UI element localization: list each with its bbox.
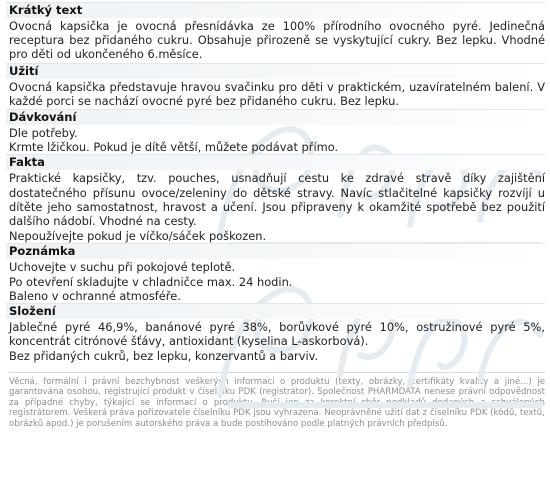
section-line: Nepoužívejte pokud je víčko/sáček poškozen. (9, 229, 267, 244)
section-line: Po otevření skladujte v chladničce max. 24 hodin. (9, 274, 293, 289)
section-line: Dle potřeby. (9, 126, 78, 141)
section-line: Bez přidaných cukrů, bez lepku, konzervantů a barviv. (9, 349, 319, 364)
section-line: Baleno v ochranné atmosféře. (9, 288, 181, 303)
section-heading: Dávkování (6, 109, 545, 125)
section-text: Jablečné pyré 46,9%, banánové pyré 38%, borůvkové pyré 10%, ostružinové pyré 5%, koncentrát citrónové šťávy, antioxidant (kyselina L-askorbová). (9, 320, 545, 349)
section-usage (9, 63, 545, 108)
section-heading: Užití (6, 63, 545, 79)
disclaimer-footer: Věcná, formální i právní bezchybnost veškerých informací o produktu (texty, obrázky, certifikáty kvality a jiné...) je garantována osobou, registrující produkt v číselníku PDK (registrátor). Společnost PHARMDATA nenese právní odpovědnost za případné chyby, týkající se informací o produktu. Ručí jen za korektní sběr podkladů dodaných a schválených registrátorem. Veškerá práva pořizovatele číselníku PDK jsou vyhrazena. Neoprávněné užití dat z číselníku PDK (kódů, textů, obrázků apod.) je porušením autorského práva a bude postihováno podle platných právních předpisů. (9, 372, 545, 430)
section-line: Uchovejte v suchu při pokojové teplotě. (9, 260, 236, 275)
section-line: Krmte lžičkou. Pokud je dítě větší, můžete podávat přímo. (9, 140, 339, 155)
section-note (9, 243, 545, 303)
section-ingredients (9, 303, 545, 364)
section-facts (9, 154, 545, 243)
section-short-text (9, 2, 545, 62)
section-heading: Fakta (6, 154, 545, 170)
section-heading: Poznámka (6, 243, 545, 259)
section-heading: Složení (6, 303, 545, 319)
section-dosage (9, 109, 545, 154)
section-heading: Krátký text (6, 2, 545, 18)
section-text: Praktické kapsičky, tzv. pouches, usnadňují cestu ke zdravé stravě díky zajištění dostatečného přísunu ovoce/zeleniny do dětské stravy. Navíc stlačitelné kapsičky rozvíjí u dítěte jeho samostatnost, hravost a učení. Jsou připraveny k okamžité spotřebě bez použití dalšího nádobí. Vhodné na cesty. (9, 171, 545, 229)
section-text: Ovocná kapsička představuje hravou svačinku pro děti v praktickém, uzavíratelném balení. V každé porci se nachází ovocné pyré bez přidaného cukru. Bez lepku. (9, 79, 545, 108)
section-text: Ovocná kapsička je ovocná přesnídávka ze 100% přírodního ovocného pyré. Jedinečná receptura bez přidaného cukru. Obsahuje přirozeně se vyskytující cukry. Bez lepku. Vhodné pro děti od ukončeného 6.měsíce. (9, 19, 545, 62)
